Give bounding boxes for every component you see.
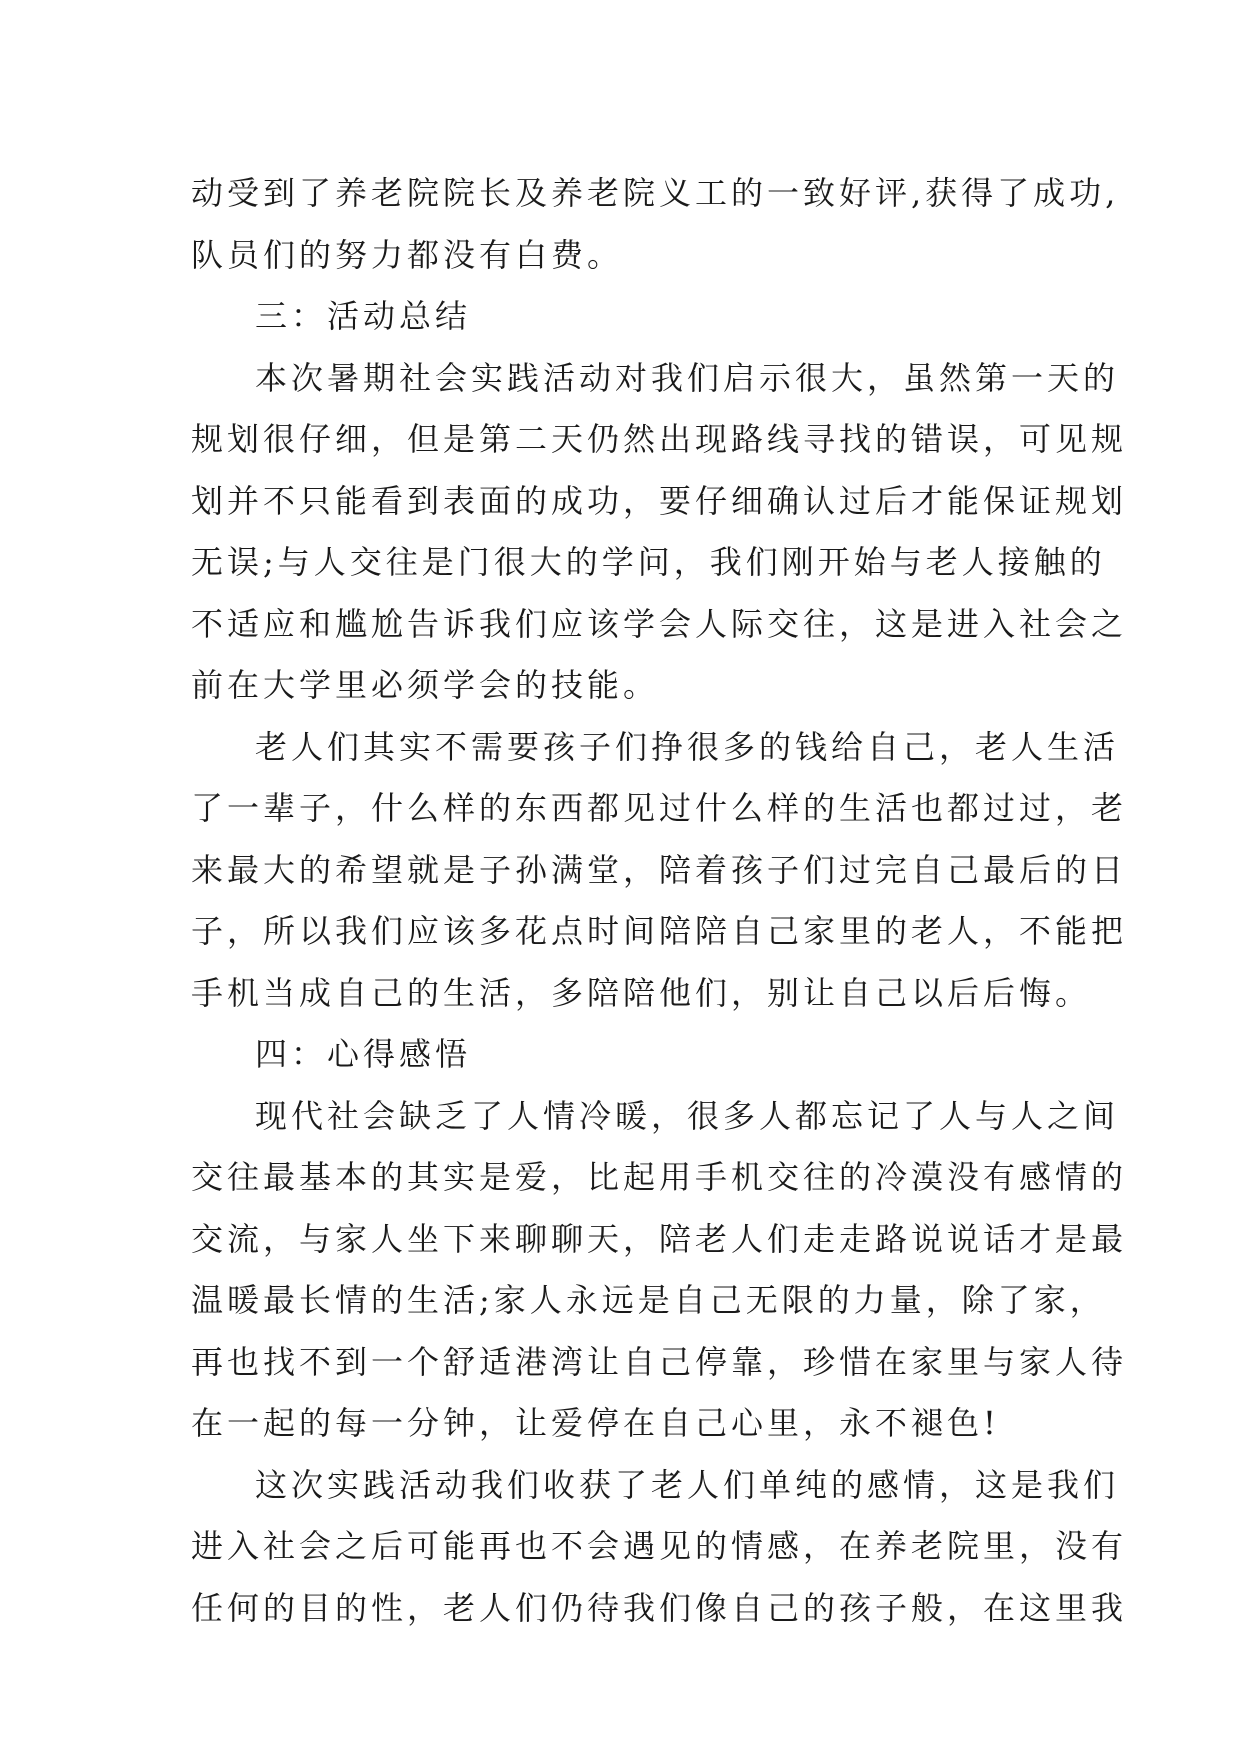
text-line: 进入社会之后可能再也不会遇见的情感，在养老院里，没有	[191, 1527, 1128, 1565]
text-line: 划并不只能看到表面的成功，要仔细确认过后才能保证规划	[191, 481, 1128, 520]
text-line: 任何的目的性，老人们仍待我们像自己的孩子般，在这里我	[191, 1588, 1128, 1627]
text-line: 子，所以我们应该多花点时间陪陪自己家里的老人，不能把	[191, 912, 1128, 950]
document-body	[191, 163, 1128, 1639]
text-line: 前在大学里必须学会的技能。	[191, 666, 660, 704]
text-line: 现代社会缺乏了人情冷暖，很多人都忘记了人与人之间	[255, 1096, 1120, 1135]
text-line: 交往最基本的其实是爱，比起用手机交往的冷漠没有感情的	[191, 1158, 1128, 1196]
text-line: 老人们其实不需要孩子们挣很多的钱给自己，老人生活	[255, 727, 1120, 766]
text-line: 在一起的每一分钟，让爱停在自己心里，永不褪色!	[191, 1404, 1000, 1442]
text-line: 来最大的希望就是子孙满堂，陪着孩子们过完自己最后的日	[191, 850, 1128, 889]
text-line: 交流，与家人坐下来聊聊天，陪老人们走走路说说话才是最	[191, 1219, 1128, 1258]
text-line: 无误;与人交往是门很大的学问，我们刚开始与老人接触的	[191, 543, 1106, 581]
text-line: 再也找不到一个舒适港湾让自己停靠，珍惜在家里与家人待	[191, 1342, 1128, 1381]
text-line: 规划很仔细，但是第二天仍然出现路线寻找的错误，可见规	[191, 420, 1128, 458]
section-heading: 四：心得感悟	[255, 1035, 472, 1073]
text-line: 队员们的努力都没有白费。	[191, 235, 624, 274]
text-line: 了一辈子，什么样的东西都见过什么样的生活也都过过，老	[191, 789, 1128, 827]
text-line: 这次实践活动我们收获了老人们单纯的感情，这是我们	[255, 1465, 1120, 1504]
text-line: 动受到了养老院院长及养老院义工的一致好评,获得了成功,	[191, 174, 1120, 212]
text-line: 手机当成自己的生活，多陪陪他们，别让自己以后后悔。	[191, 973, 1092, 1012]
text-line: 温暖最长情的生活;家人永远是自己无限的力量，除了家，	[191, 1281, 1106, 1319]
section-heading: 三：活动总结	[255, 297, 472, 335]
text-line: 不适应和尴尬告诉我们应该学会人际交往，这是进入社会之	[191, 604, 1128, 643]
text-line: 本次暑期社会实践活动对我们启示很大，虽然第一天的	[255, 358, 1120, 397]
